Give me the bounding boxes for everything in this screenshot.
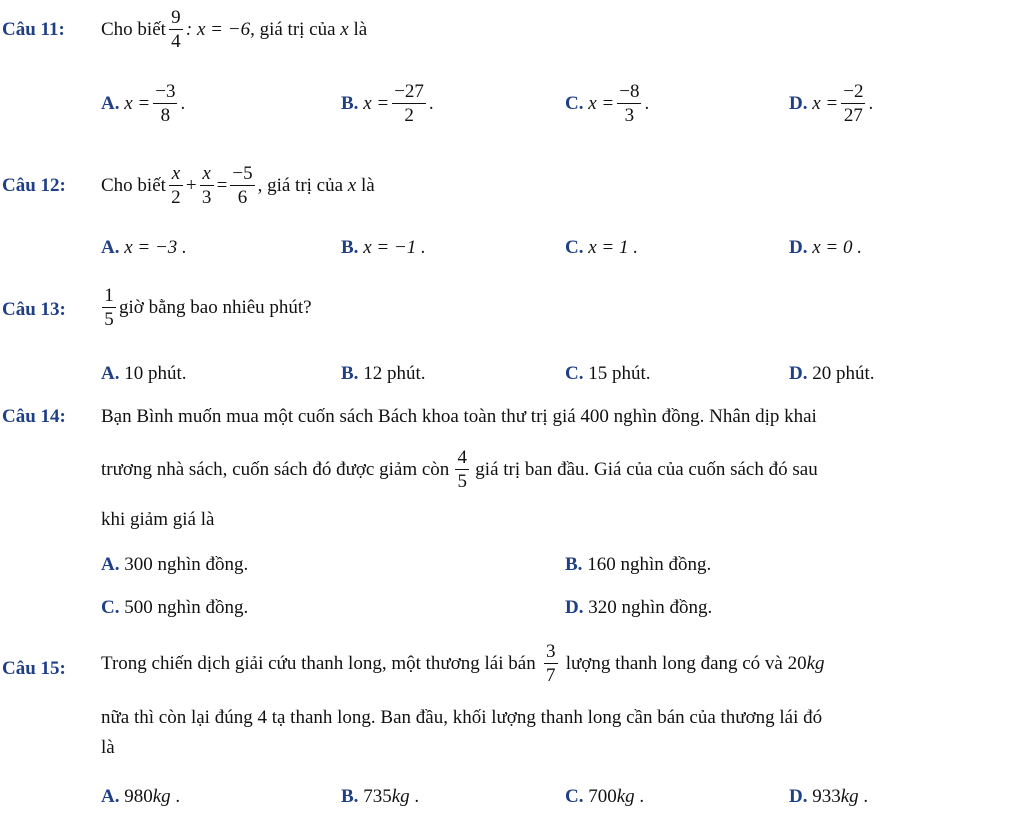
option-label: C. bbox=[101, 597, 120, 618]
option-15-d[interactable] bbox=[789, 787, 868, 806]
option-12-b[interactable] bbox=[341, 238, 426, 257]
option-label: A. bbox=[101, 93, 120, 114]
fraction-denominator: 4 bbox=[171, 31, 181, 52]
option-fraction bbox=[392, 82, 426, 125]
option-text: 500 nghìn đồng. bbox=[124, 597, 249, 618]
option-end: . bbox=[868, 93, 874, 114]
option-lhs: x = bbox=[363, 93, 390, 114]
option-label: D. bbox=[789, 237, 808, 258]
question-11-variable: x bbox=[340, 19, 349, 40]
option-end: . bbox=[175, 786, 181, 807]
option-text: x = −3 . bbox=[124, 237, 187, 258]
option-label: C. bbox=[565, 237, 584, 258]
option-15-a[interactable] bbox=[101, 787, 180, 806]
option-label: A. bbox=[101, 363, 120, 384]
question-13-text: giờ bằng bao nhiêu phút? bbox=[119, 297, 312, 318]
fraction-denominator: 2 bbox=[171, 187, 181, 208]
option-lhs: x = bbox=[588, 93, 615, 114]
fraction-denominator: 7 bbox=[545, 665, 556, 686]
option-label: B. bbox=[341, 93, 359, 114]
question-13-fraction bbox=[102, 286, 116, 329]
option-unit: kg bbox=[152, 786, 171, 807]
question-15-unit: kg bbox=[806, 653, 825, 674]
option-12-c[interactable] bbox=[565, 238, 638, 257]
option-number: 735 bbox=[363, 786, 392, 807]
operator-plus: + bbox=[185, 175, 197, 196]
option-text: 160 nghìn đồng. bbox=[587, 554, 712, 575]
option-label: C. bbox=[565, 93, 584, 114]
question-13-label: Câu 13: bbox=[2, 299, 66, 320]
question-12-fraction-1 bbox=[169, 164, 183, 207]
option-11-a[interactable] bbox=[101, 82, 185, 125]
option-label: B. bbox=[565, 554, 583, 575]
option-label: D. bbox=[565, 597, 584, 618]
question-14-line-3: khi giảm giá là bbox=[101, 509, 215, 530]
question-14-fraction bbox=[455, 448, 469, 491]
option-lhs: x = bbox=[812, 93, 839, 114]
fraction-denominator: 3 bbox=[201, 187, 212, 208]
fraction-numerator: −3 bbox=[155, 81, 176, 102]
question-12-prefix: Cho biết bbox=[101, 175, 166, 196]
question-15-line-1-pre: Trong chiến dịch giải cứu thanh long, một thương lái bán bbox=[101, 653, 536, 674]
option-14-c[interactable] bbox=[101, 598, 248, 617]
fraction-denominator: 27 bbox=[843, 105, 863, 126]
option-unit: kg bbox=[840, 786, 859, 807]
option-text: 10 phút. bbox=[124, 363, 187, 384]
option-label: A. bbox=[101, 237, 120, 258]
operator-equals: = bbox=[216, 175, 228, 196]
option-15-c[interactable] bbox=[565, 787, 644, 806]
option-label: C. bbox=[565, 786, 584, 807]
question-14-line-1: Bạn Bình muốn mua một cuốn sách Bách khoa toàn thư trị giá 400 nghìn đồng. Nhân dịp khai bbox=[101, 406, 817, 427]
option-14-d[interactable] bbox=[565, 598, 712, 617]
question-15-line-1-post: lượng thanh long đang có và bbox=[565, 653, 783, 674]
option-label: D. bbox=[789, 363, 808, 384]
fraction-numerator: 3 bbox=[544, 642, 558, 664]
option-text: 15 phút. bbox=[588, 363, 651, 384]
question-12-suffix: , giá trị của bbox=[257, 175, 344, 196]
option-end: . bbox=[644, 93, 650, 114]
question-11-prefix: Cho biết bbox=[101, 19, 166, 40]
option-13-c[interactable] bbox=[565, 364, 651, 383]
fraction-denominator: 8 bbox=[160, 105, 171, 126]
question-11-fraction bbox=[169, 8, 183, 51]
fraction-numerator: −5 bbox=[232, 163, 253, 184]
option-fraction bbox=[153, 82, 177, 125]
option-13-d[interactable] bbox=[789, 364, 875, 383]
question-15-line-3: là bbox=[101, 737, 115, 758]
question-11-stem bbox=[101, 8, 367, 51]
question-15-quantity: 20 bbox=[787, 653, 807, 674]
fraction-numerator: 4 bbox=[455, 448, 469, 470]
question-13-stem bbox=[99, 286, 312, 329]
question-12-fraction-3 bbox=[230, 164, 254, 207]
fraction-denominator: 5 bbox=[457, 471, 468, 492]
option-text: 300 nghìn đồng. bbox=[124, 554, 249, 575]
option-12-d[interactable] bbox=[789, 238, 862, 257]
option-end: . bbox=[180, 93, 186, 114]
question-15-label: Câu 15: bbox=[2, 658, 66, 679]
question-14-label: Câu 14: bbox=[2, 406, 66, 427]
question-14-line-2-pre: trương nhà sách, cuốn sách đó được giảm còn bbox=[101, 459, 450, 480]
option-13-a[interactable] bbox=[101, 364, 187, 383]
option-number: 980 bbox=[124, 786, 153, 807]
option-label: A. bbox=[101, 786, 120, 807]
question-11-label: Câu 11: bbox=[2, 19, 65, 40]
fraction-numerator: x bbox=[169, 164, 183, 186]
option-end: . bbox=[414, 786, 420, 807]
option-14-a[interactable] bbox=[101, 555, 248, 574]
question-14-line-2-post: giá trị ban đầu. Giá của của cuốn sách đó sau bbox=[475, 459, 818, 480]
question-15-line-1 bbox=[101, 642, 825, 685]
option-fraction bbox=[617, 82, 641, 125]
option-number: 700 bbox=[588, 786, 617, 807]
question-11-suffix: , giá trị của bbox=[250, 19, 336, 40]
option-text: 12 phút. bbox=[363, 363, 426, 384]
option-11-c[interactable] bbox=[565, 82, 649, 125]
option-text: 320 nghìn đồng. bbox=[588, 597, 713, 618]
fraction-denominator: 6 bbox=[237, 187, 248, 208]
question-14-line-2 bbox=[101, 448, 818, 491]
option-11-d[interactable] bbox=[789, 82, 873, 125]
option-unit: kg bbox=[391, 786, 410, 807]
question-11-end: là bbox=[353, 19, 368, 40]
option-end: . bbox=[639, 786, 645, 807]
fraction-denominator: 2 bbox=[404, 105, 414, 126]
option-label: D. bbox=[789, 93, 808, 114]
option-fraction bbox=[841, 82, 865, 125]
fraction-numerator: −2 bbox=[843, 81, 864, 102]
option-label: B. bbox=[341, 786, 359, 807]
fraction-numerator: 1 bbox=[102, 286, 116, 308]
option-11-b[interactable] bbox=[341, 82, 434, 125]
option-text: x = 1 . bbox=[588, 237, 638, 258]
option-label: B. bbox=[341, 237, 359, 258]
fraction-numerator: 9 bbox=[169, 8, 183, 30]
question-15-line-2: nữa thì còn lại đúng 4 tạ thanh long. Ban đầu, khối lượng thanh long cần bán của thương lái đó bbox=[101, 707, 823, 728]
fraction-numerator: −8 bbox=[619, 81, 640, 102]
question-12-end: là bbox=[360, 175, 375, 196]
option-end: . bbox=[428, 93, 434, 114]
question-12-label: Câu 12: bbox=[2, 175, 66, 196]
fraction-denominator: 3 bbox=[624, 105, 635, 126]
option-unit: kg bbox=[616, 786, 635, 807]
option-label: A. bbox=[101, 554, 120, 575]
question-15-fraction bbox=[544, 642, 558, 685]
question-12-variable: x bbox=[347, 175, 357, 196]
option-text: x = 0 . bbox=[812, 237, 862, 258]
question-12-fraction-2 bbox=[200, 164, 214, 207]
option-13-b[interactable] bbox=[341, 364, 425, 383]
fraction-denominator: 5 bbox=[104, 309, 114, 330]
option-text: 20 phút. bbox=[812, 363, 875, 384]
option-label: D. bbox=[789, 786, 808, 807]
option-label: B. bbox=[341, 363, 359, 384]
option-text: x = −1 . bbox=[363, 237, 426, 258]
option-number: 933 bbox=[812, 786, 841, 807]
option-label: C. bbox=[565, 363, 584, 384]
option-lhs: x = bbox=[124, 93, 151, 114]
question-12-stem bbox=[101, 164, 375, 207]
fraction-numerator: −27 bbox=[394, 81, 424, 102]
option-12-a[interactable] bbox=[101, 238, 187, 257]
fraction-numerator: x bbox=[200, 164, 214, 186]
question-11-equation: : x = −6 bbox=[185, 19, 251, 40]
option-14-b[interactable] bbox=[565, 555, 711, 574]
option-15-b[interactable] bbox=[341, 787, 419, 806]
option-end: . bbox=[863, 786, 869, 807]
